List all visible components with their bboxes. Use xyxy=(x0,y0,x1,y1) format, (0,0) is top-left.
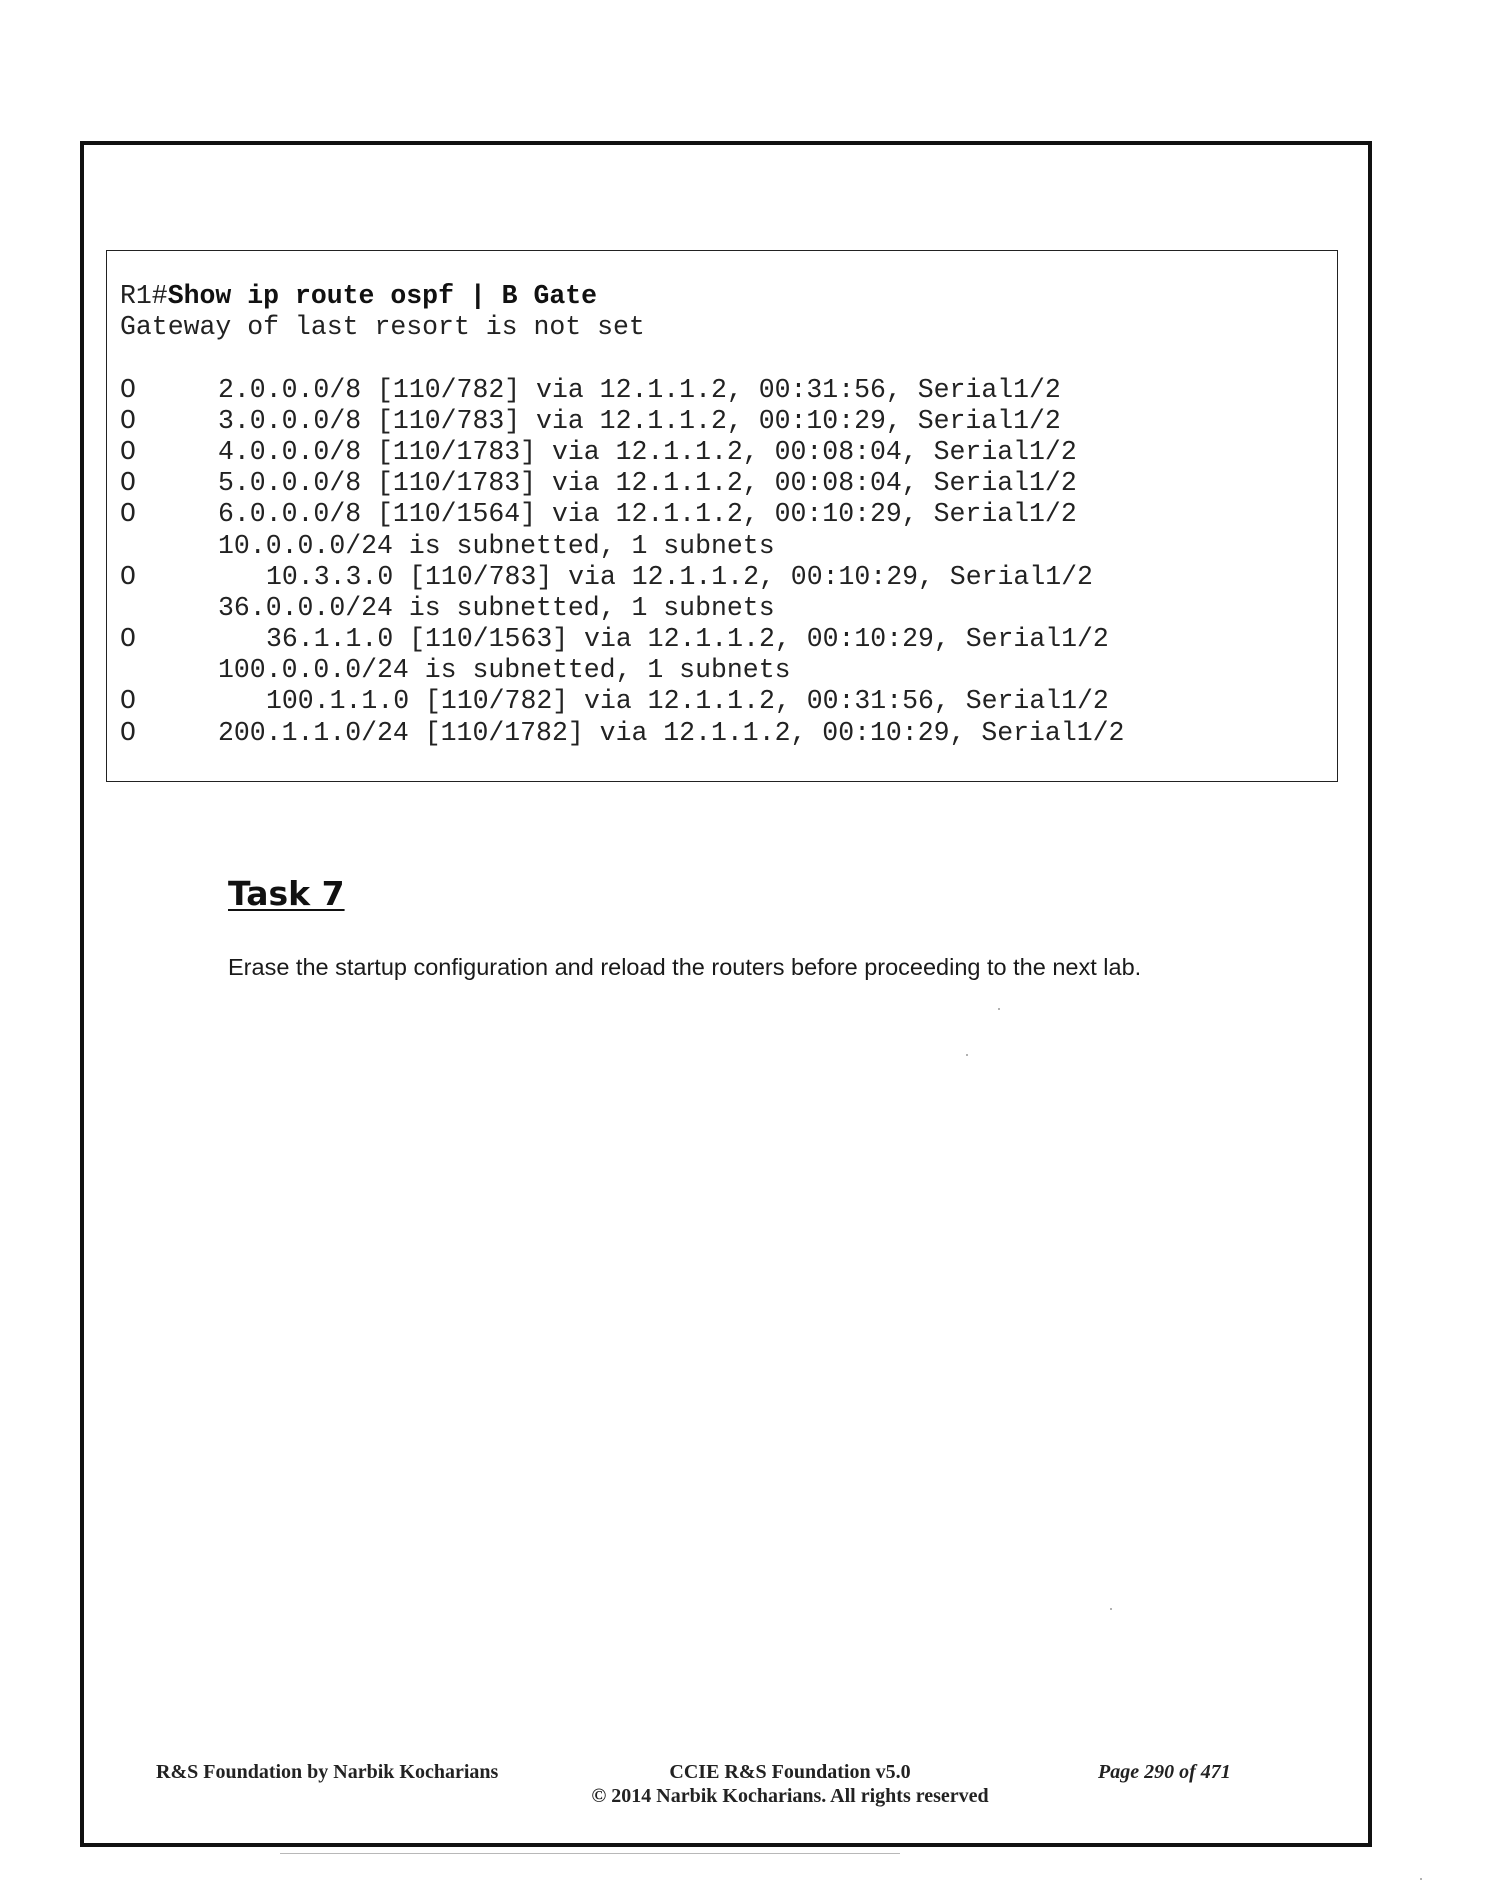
subnet-summary-line xyxy=(120,655,1124,686)
route-code: O xyxy=(120,561,136,592)
route-text: 100.0.0.0/24 is subnetted, 1 subnets xyxy=(218,655,791,686)
route-line xyxy=(120,499,1124,530)
footer-copyright: © 2014 Narbik Kocharians. All rights reserved xyxy=(591,1785,989,1807)
scan-speck xyxy=(998,1008,1000,1010)
route-line xyxy=(120,437,1124,468)
cli-blank-line xyxy=(120,343,1124,374)
cli-output xyxy=(120,281,1124,749)
scan-speck xyxy=(1110,1608,1112,1610)
route-code: O xyxy=(120,499,136,530)
route-code: O xyxy=(120,374,136,405)
route-code: O xyxy=(120,686,136,717)
route-text: 10.3.3.0 [110/783] via 12.1.1.2, 00:10:29, Serial1/2 xyxy=(266,561,1093,592)
route-line xyxy=(120,562,1124,593)
route-code: O xyxy=(120,436,136,467)
route-text: 200.1.1.0/24 [110/1782] via 12.1.1.2, 00:10:29, Serial1/2 xyxy=(218,717,1125,748)
route-text: 100.1.1.0 [110/782] via 12.1.1.2, 00:31:56, Serial1/2 xyxy=(266,686,1109,717)
route-line xyxy=(120,406,1124,437)
route-text: 3.0.0.0/8 [110/783] via 12.1.1.2, 00:10:29, Serial1/2 xyxy=(218,405,1061,436)
cli-prompt: R1# xyxy=(120,281,168,311)
route-line xyxy=(120,468,1124,499)
cli-gateway-line: Gateway of last resort is not set xyxy=(120,312,645,343)
footer-book-title: CCIE R&S Foundation v5.0 xyxy=(669,1761,911,1783)
route-code: O xyxy=(120,468,136,499)
route-text: 36.0.0.0/24 is subnetted, 1 subnets xyxy=(218,592,775,623)
route-text: 6.0.0.0/8 [110/1564] via 12.1.1.2, 00:10:29, Serial1/2 xyxy=(218,499,1077,530)
subnet-summary-line xyxy=(120,531,1124,562)
route-text: 10.0.0.0/24 is subnetted, 1 subnets xyxy=(218,530,775,561)
task-heading: Task 7 xyxy=(228,874,345,913)
scan-speck xyxy=(1420,1878,1422,1880)
route-text: 2.0.0.0/8 [110/782] via 12.1.1.2, 00:31:56, Serial1/2 xyxy=(218,374,1061,405)
route-text: 36.1.1.0 [110/1563] via 12.1.1.2, 00:10:29, Serial1/2 xyxy=(266,624,1109,655)
subnet-summary-line xyxy=(120,593,1124,624)
route-code: O xyxy=(120,717,136,748)
footer-center xyxy=(470,1760,1110,1808)
route-text: 4.0.0.0/8 [110/1783] via 12.1.1.2, 00:08:04, Serial1/2 xyxy=(218,436,1077,467)
route-code: O xyxy=(120,624,136,655)
route-text: 5.0.0.0/8 [110/1783] via 12.1.1.2, 00:08:04, Serial1/2 xyxy=(218,468,1077,499)
scan-speck xyxy=(966,1054,968,1056)
footer-page-number: Page 290 of 471 xyxy=(1098,1761,1231,1783)
footer-author: R&S Foundation by Narbik Kocharians xyxy=(156,1761,499,1783)
route-line xyxy=(120,624,1124,655)
task-instruction: Erase the startup configuration and reload the routers before proceeding to the next lab. xyxy=(228,954,1142,980)
cli-command-line xyxy=(120,281,1124,312)
route-line xyxy=(120,718,1124,749)
scan-artifact-line xyxy=(280,1853,900,1854)
route-line xyxy=(120,686,1124,717)
route-code: O xyxy=(120,405,136,436)
cli-command: Show ip route ospf | B Gate xyxy=(167,281,598,311)
route-line xyxy=(120,375,1124,406)
